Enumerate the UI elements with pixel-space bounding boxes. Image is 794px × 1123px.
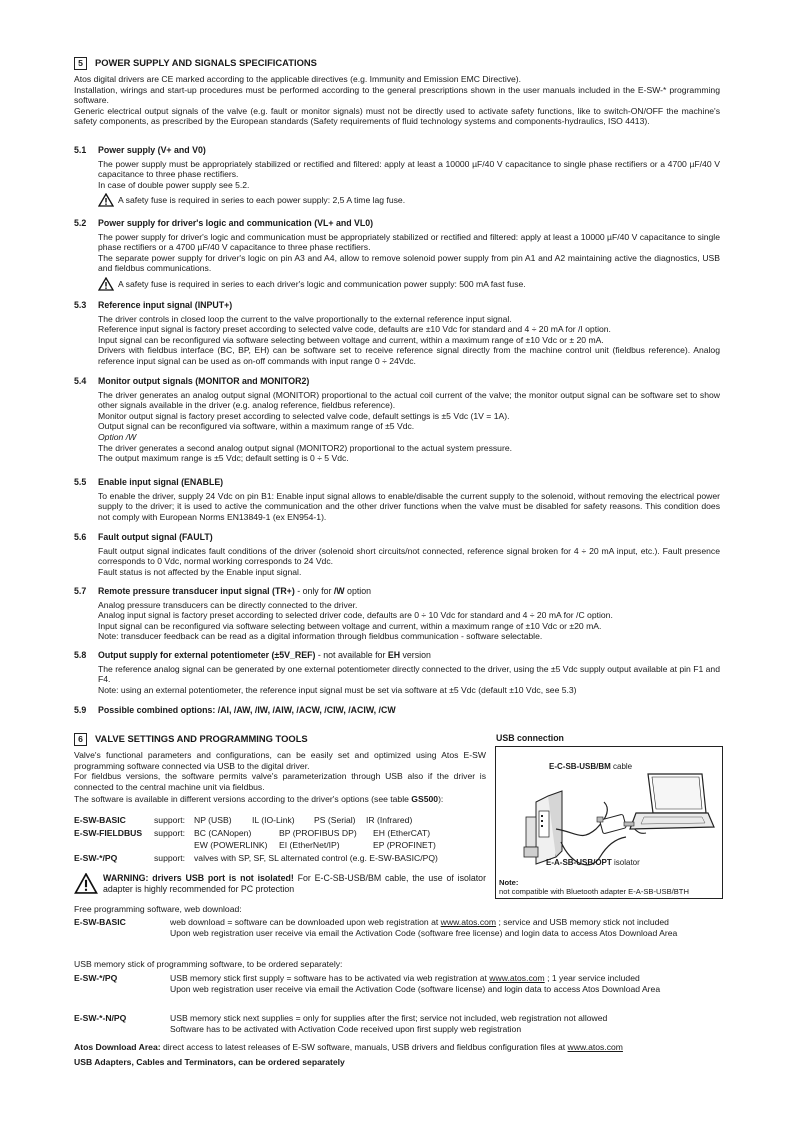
subsection-5-9 [74, 705, 720, 716]
body-line: Fault status is not affected by the Enable input signal. [98, 566, 302, 577]
usb-stick-next-row [74, 1013, 720, 1034]
subsection-title: Enable input signal (ENABLE) [98, 477, 224, 487]
software-versions [74, 815, 486, 863]
subsection-5-8 [74, 650, 720, 695]
warning-triangle-icon [74, 873, 98, 894]
subsection-5-5 [74, 477, 720, 522]
intro-line: Valve's functional parameters and configurations, can be easily set and optimized using Atos E-SW programming software connected via USB to the digital driver. [74, 750, 486, 771]
body-line: Output signal can be reconfigured via software, within a maximum range of ±5 Vdc. [98, 421, 415, 432]
sw-item: IR (Infrared) [366, 815, 413, 825]
cable-code: E-C-SB-USB/BM [549, 762, 611, 771]
description-line [170, 917, 720, 928]
download-area-label: Atos Download Area: [74, 1042, 161, 1052]
subsection-5-7 [74, 586, 720, 642]
sw-item: EP (PROFINET) [373, 840, 436, 851]
section-title: VALVE SETTINGS AND PROGRAMMING TOOLS [95, 733, 308, 745]
warning-triangle-icon [98, 277, 114, 291]
sw-item: PS (Serial) [314, 815, 356, 825]
subsection-number: 5.9 [74, 705, 87, 715]
subsection-number: 5.5 [74, 477, 87, 487]
versions-pre: The software is available in different versions according to the driver's options (see table [74, 794, 412, 805]
sw-name: E-SW-FIELDBUS [74, 827, 143, 838]
body-line: The reference analog signal can be generated by one external potentiometer directly connected to the driver, using the ±5 Vdc supply output available at pin F1 and F4. [98, 663, 720, 685]
subsection-5-1 [74, 145, 720, 207]
body-line: The separate power supply for driver's logic on pin A3 and A4, allow to remove solenoid power supply from pin A1 and A2 maintaining active the diagnostics, USB and fieldbus communications. [98, 252, 720, 274]
subsection-5-2 [74, 218, 720, 291]
body-line: The power supply for driver's logic and communication must be appropriately stabilized or rectified and filtered: apply at least a 10000 µF/40 V capacitance to single phase rectifiers or a 4700 µF/40 V capacitance to three phase rectifiers. [98, 231, 720, 253]
section-number: 5 [74, 57, 87, 70]
text-post: ; service and USB memory stick not included [496, 917, 669, 927]
subsection-number: 5.4 [74, 376, 87, 386]
subsection-title: Possible combined options: /AI, /AW, /IW, /AIW, /ACW, /CIW, /ACIW, /CW [98, 705, 396, 715]
subsection-number: 5.1 [74, 145, 87, 155]
description-line: USB memory stick next supplies = only for supplies after the first; service not included, web registration not allowed [170, 1013, 608, 1023]
versions-line [74, 794, 486, 805]
sw-support: support: [154, 852, 186, 863]
atos-link[interactable]: www.atos.com [440, 917, 497, 927]
software-code: E-SW-*-N/PQ [74, 1013, 127, 1023]
section-5-intro [74, 74, 720, 127]
safety-note [98, 193, 720, 207]
sw-name: E-SW-BASIC [74, 815, 126, 825]
body-line: Fault output signal indicates fault conditions of the driver (solenoid short circuits/not connected, reference signal broken for 4 ÷ 20 mA input, etc.). Fault presence corresponds to 0 Vdc, normal working corresponds to 24 Vdc. [98, 545, 720, 567]
body-line: Analog input signal is factory preset according to selected driver code, defaults are 0 ÷ 10 Vdc for standard and 4 ÷ 20 mA for /C option. [98, 610, 613, 621]
section-6-intro [74, 750, 486, 805]
adapters-line: USB Adapters, Cables and Terminators, can be ordered separately [74, 1057, 345, 1067]
usb-warning [74, 873, 486, 894]
title-end: option [344, 586, 372, 596]
body-line: Monitor output signal is factory preset according to selected valve code, default settings is ±5 Vdc (1V = 1A). [98, 410, 510, 421]
title-text: Output supply for external potentiometer (±5V_REF) [98, 650, 316, 660]
intro-line: Atos digital drivers are CE marked according to the applicable directives (e.g. Immunity and Emission EMC Directive). [74, 74, 522, 84]
body-line: Reference input signal is factory preset according to selected valve code, defaults are ±10 Vdc for standard and 4 ÷ 20 mA for /I option. [98, 324, 611, 335]
safety-note-text: A safety fuse is required in series to each power supply: 2,5 A time lag fuse. [118, 195, 406, 206]
versions-ref: GS500 [411, 794, 439, 805]
intro-line: Generic electrical output signals of the valve (e.g. fault or monitor signals) must not be directly used to activate safety functions, like to switch-ON/OFF the machine's safety components, as prescribed by the European standards (Safety requirements of fluid technology systems and components-hydraulics, ISO 4413). [74, 105, 720, 127]
note-label: Note: [499, 878, 519, 887]
title-option: EH [387, 650, 401, 660]
subsection-number: 5.6 [74, 532, 87, 542]
title-note: - not available for [315, 650, 388, 660]
body-line: Drivers with fieldbus interface (BC, BP, EH) can be software set to receive reference signal directly from the machine control unit (fieldbus reference). Analog reference input signal can be used as on-off commands with input range 0 ÷ 24Vdc. [98, 345, 720, 366]
body-line: The driver controls in closed loop the current to the valve proportionally to the external reference input signal. [98, 313, 512, 324]
subsection-number: 5.3 [74, 300, 87, 310]
section-5-heading [74, 57, 317, 70]
title-end: version [400, 650, 431, 660]
body-line: The power supply must be appropriately stabilized or rectified and filtered: apply at least a 10000 µF/40 V capacitance to single phase rectifiers or a 4700 µF/40 V capacitance to three phase rectifiers. [98, 158, 720, 180]
sw-item: BP (PROFIBUS DP) [279, 827, 357, 838]
sw-row [74, 840, 486, 851]
laptop [624, 774, 714, 829]
text-pre: USB memory stick first supply = software has to be activated via web registration at [170, 973, 490, 983]
body-line: Note: using an external potentiometer, the reference input signal must be set via software at ±5 Vdc (default ±10 Vdc, see 5.3) [98, 684, 577, 695]
body-line: The output maximum range is ±5 Vdc; default setting is 0 ÷ 5 Vdc. [98, 453, 349, 464]
usb-stick-row [74, 973, 720, 994]
intro-line: Installation, wirings and start-up procedures must be performed according to the general prescriptions shown in the user manuals included in the E-SW-* programming software. [74, 84, 720, 106]
subsection-number: 5.8 [74, 650, 87, 660]
sw-item: EH (EtherCAT) [373, 827, 431, 838]
isolator-code: E-A-SB-USB/OPT [546, 858, 612, 867]
subsection-title: Monitor output signals (MONITOR and MONITOR2) [98, 376, 310, 386]
sw-item: EI (EtherNet/IP) [279, 840, 340, 851]
subsection-5-6 [74, 532, 720, 577]
option-label: Option /W [98, 431, 137, 442]
download-area-text: direct access to latest releases of E-SW software, manuals, USB drivers and fieldbus configuration files at [160, 1042, 568, 1052]
atos-link[interactable]: www.atos.com [567, 1042, 623, 1052]
free-software-row [74, 917, 720, 938]
sw-name: E-SW-*/PQ [74, 852, 118, 863]
sw-support [154, 840, 194, 851]
body-line: In case of double power supply see 5.2. [98, 179, 250, 190]
body-line: To enable the driver, supply 24 Vdc on pin B1: Enable input signal allows to enable/disable the current supply to the solenoid, without removing the electrical power supply to the driver; it is used to active the communication and the other driver functions when the valve must be disabled for safety reasons. This condition does not comply with European Norms EN13849-1 (ex EN954-1). [98, 490, 720, 522]
description-line: Software has to be activated with Activation Code received upon first supply web registration [170, 1023, 522, 1034]
subsection-number: 5.7 [74, 586, 87, 596]
body-line: The driver generates a second analog output signal (MONITOR2) proportional to the actual system pressure. [98, 442, 512, 453]
description-line: Upon web registration user receive via email the Activation Code (software license) and login data to access Atos Download Area [170, 983, 661, 994]
sw-item: EW (POWERLINK) [194, 840, 268, 851]
description-line: Upon web registration user receive via email the Activation Code (software free license) and login data to access Atos Download Area [170, 927, 678, 938]
download-area-line [74, 1042, 720, 1053]
section-title: POWER SUPPLY AND SIGNALS SPECIFICATIONS [95, 57, 317, 69]
section-number: 6 [74, 733, 87, 746]
safety-note [98, 277, 720, 291]
description-line [170, 973, 720, 984]
subsection-title: Power supply for driver's logic and communication (VL+ and VL0) [98, 218, 374, 228]
usb-stick-title: USB memory stick of programming software, to be ordered separately: [74, 959, 343, 969]
driver-module [524, 791, 562, 864]
body-line: Input signal can be reconfigured via software selecting between voltage and current, within a maximum range of ±10 Vdc or ±20 mA. [98, 620, 602, 631]
subsection-5-3 [74, 300, 720, 367]
subsection-5-4 [74, 376, 720, 464]
sw-name [74, 840, 154, 851]
title-note: - only for [294, 586, 334, 596]
usb-note [499, 878, 689, 896]
usb-connection-diagram [495, 746, 723, 899]
warning-triangle-icon [98, 193, 114, 207]
software-code: E-SW-*/PQ [74, 973, 118, 983]
section-6-heading [74, 733, 308, 746]
subsection-title: Power supply (V+ and V0) [98, 145, 206, 155]
sw-item: NP (USB) [194, 815, 232, 825]
software-code: E-SW-BASIC [74, 917, 126, 927]
sw-item: BC (CANopen) [194, 827, 252, 838]
sw-support: support: [154, 827, 186, 838]
note-text: not compatible with Bluetooth adapter E-A-SB-USB/BTH [499, 887, 689, 896]
subsection-title [98, 650, 720, 661]
sw-row [74, 828, 486, 839]
subsection-title [98, 586, 720, 597]
warning-bold: WARNING: drivers USB port is not isolated! [103, 873, 294, 883]
body-line: Analog pressure transducers can be directly connected to the driver. [98, 599, 358, 610]
isolator-text: isolator [611, 858, 640, 867]
usb-connection-illustration [496, 747, 722, 898]
sw-support: support: [154, 815, 186, 825]
subsection-title: Reference input signal (INPUT+) [98, 300, 233, 310]
free-software-title: Free programming software, web download: [74, 904, 242, 914]
subsection-title: Fault output signal (FAULT) [98, 532, 213, 542]
sw-item: IL (IO-Link) [252, 815, 295, 825]
body-line: The driver generates an analog output signal (MONITOR) proportional to the actual coil current of the valve; the monitor output signal can be software set to show other signals available in the driver (e.g. analog reference, fieldbus reference). [98, 389, 720, 411]
warning-text: For E-C-SB-USB/BM cable, the use of isolator adapter is highly recommended for PC protection [103, 873, 487, 894]
intro-line: For fieldbus versions, the software permits valve's parameterization through USB also if the driver is connected to the central machine unit via fieldbus. [74, 771, 486, 792]
title-option: /W [333, 586, 345, 596]
safety-note-text: A safety fuse is required in series to each driver's logic and communication power supply: 500 mA fast fuse. [118, 278, 526, 289]
sw-row [74, 815, 486, 826]
isolator-label [546, 858, 640, 869]
text-pre: web download = software can be downloaded upon web registration at [170, 917, 441, 927]
title-text: Remote pressure transducer input signal (TR+) [98, 586, 295, 596]
atos-link[interactable]: www.atos.com [489, 973, 545, 983]
body-line: Note: transducer feedback can be read as a digital information through fieldbus communication - software selectable. [98, 631, 543, 642]
usb-connection-heading: USB connection [496, 733, 564, 743]
versions-post: ): [438, 794, 444, 805]
body-line: Input signal can be reconfigured via software selecting between voltage and current, within a maximum range of ±10 Vdc or ± 20 mA. [98, 334, 604, 345]
subsection-number: 5.2 [74, 218, 87, 228]
sw-row [74, 853, 486, 864]
sw-item: valves with SP, SF, SL alternated control (e.g. E-SW-BASIC/PQ) [194, 852, 438, 863]
cable-text: cable [610, 762, 633, 771]
text-post: ; 1 year service included [544, 973, 640, 983]
